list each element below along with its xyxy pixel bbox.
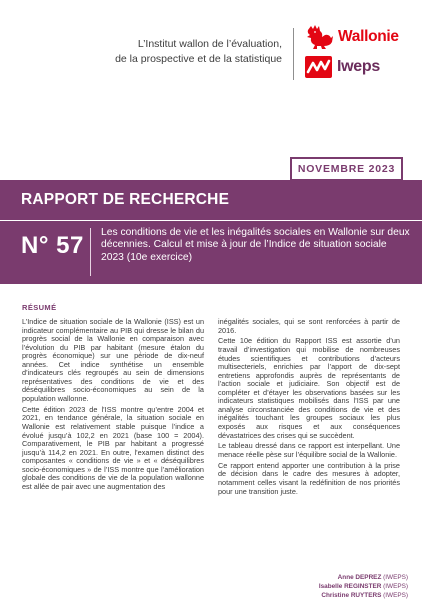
resume-paragraph: L’Indice de situation sociale de la Wallonie (ISS) est un indicateur complémentaire au PIB qui dresse le bilan du progrès social de la Wallonie en comparaison avec l’évolution du PIB par habitant (mesure étalon du progrès économique) sur une période de dix-neuf années. Cet indice synthétise un ensemble d’indicateurs clés regroupés au sein de dimensions représentatives des conditions de vie et des déséquilibres socio-économiques au sein de la population wallonne. — [22, 317, 204, 403]
author-name: Isabelle REGINSTER — [318, 583, 382, 591]
issue-number: N° 57 — [21, 232, 84, 259]
author-affiliation: (IWEPS) — [383, 574, 408, 581]
institute-line-1: L’Institut wallon de l’évaluation, — [137, 38, 282, 50]
resume-paragraph: Le tableau dressé dans ce rapport est interpellant. Une menace réelle pèse sur l’équilibre social de la Wallonie. — [218, 441, 400, 459]
issue-subtitle: Les conditions de vie et les inégalités sociales en Wallonie sur deux décennies. Calcul et mise à jour de l’Indice de situation sociale 2023 (10e exercice) — [101, 227, 410, 263]
iweps-logo-text: Iweps — [337, 58, 380, 75]
issue-divider — [90, 228, 91, 276]
iweps-mark-icon — [305, 56, 332, 78]
wallonie-logo — [305, 24, 399, 50]
resume-column-right — [218, 318, 400, 499]
date-label: NOVEMBRE 2023 — [290, 157, 403, 181]
wallonie-logo-text: Wallonie — [338, 28, 399, 45]
header-divider — [293, 28, 294, 80]
author-entry — [319, 582, 408, 591]
author-affiliation: (IWEPS) — [383, 592, 408, 600]
author-entry — [319, 573, 408, 582]
resume-paragraph: inégalités sociales, qui se sont renforcées à partir de 2016. — [218, 317, 400, 335]
resume-paragraph: Ce rapport entend apporter une contribution à la prise de décision dans le cadre des mesures à adopter, notamment celles visant la redéfinition de nos priorités pour une transition juste. — [218, 460, 400, 496]
resume-paragraph: Cette 10e édition du Rapport ISS est assortie d’un travail d’investigation qui mobilise de nombreuses études scientifiques et contributions d’acteurs multisecteriels, enrichies par l’apport de dix-sept entretiens approfondis auprès de représentants de l’action sociale et judiciaire. Son objectif est de compléter et d’étayer les observations basées sur les indicateurs statistiques mobilisés dans l’ISS par une analyse circonstanciée des conditions de vie et des inégalités touchant les groupes sociaux les plus exposés aux risques et aux conséquences dévastatrices des crises qui se succèdent. — [218, 336, 400, 440]
author-name: Christine RUYTERS — [321, 592, 382, 600]
resume-heading: RÉSUMÉ — [22, 303, 57, 312]
author-affiliation: (IWEPS) — [383, 583, 408, 591]
institute-line-2: de la prospective et de la statistique — [115, 53, 282, 65]
author-entry — [319, 591, 408, 600]
resume-paragraph: Cette édition 2023 de l’ISS montre qu’entre 2004 et 2021, en tendance générale, la situation sociale en Wallonie est relativement stable puisque l’indice a évolué jusqu’à 102,2 en 2021 (base 100 = 2004). Comparativement, le PIB par habitant a progressé jusqu’à 114,2 en 2021. En outre, l’examen distinct des composantes « conditions de vie » et « déséquilibres socio-économiques » de l’ISS montre que l’amélioration globale des conditions de vie de la population wallonne est allée de pair avec une augmentation des — [22, 404, 204, 491]
iweps-logo — [305, 56, 380, 78]
resume-column-left — [22, 318, 204, 494]
author-name: Anne DEPREZ — [337, 574, 382, 581]
author-list — [319, 573, 408, 600]
rooster-icon — [305, 24, 335, 50]
report-type-title: RAPPORT DE RECHERCHE — [0, 180, 422, 220]
